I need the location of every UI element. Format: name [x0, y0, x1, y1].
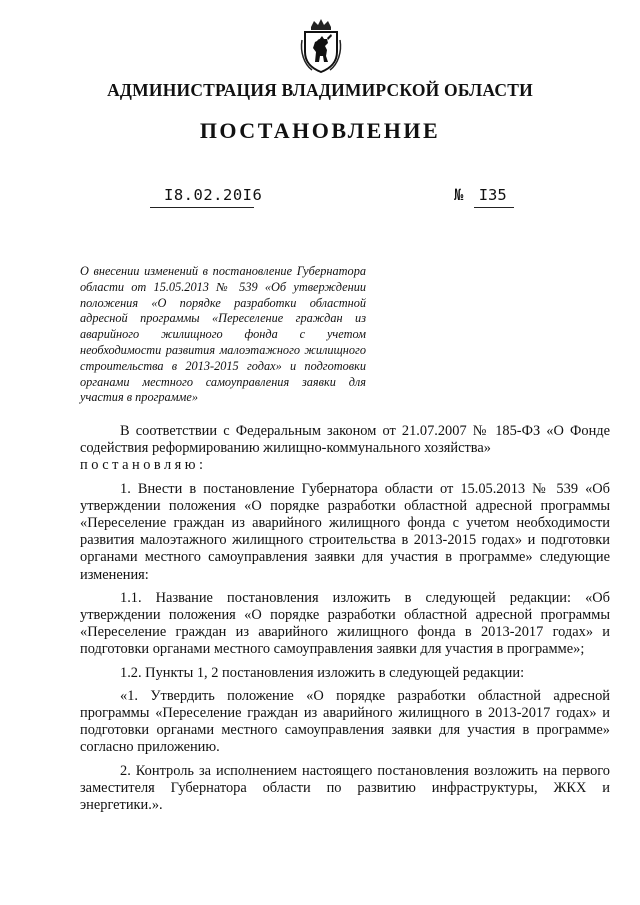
document-number	[454, 186, 507, 204]
number-label: №	[454, 186, 464, 204]
document-type: ПОСТАНОВЛЕНИЕ	[199, 118, 441, 143]
document-subject: О внесении изменений в постановление Губернатора области от 15.05.2013 № 539 «Об утверждении положения «О порядке разработки областной адресной программы «Переселение граждан из аварийного жилищного фонда с учетом необходимости развития малоэтажного жилищного строительства в 2013-2015 годах» и подготовки органами местного самоуправления заявки для участия в программе»	[80, 264, 366, 405]
quoted-paragraph-1: «1. Утвердить положение «О порядке разработки областной адресной программы «Переселение граждан из аварийного жилищного в 2013-2017 годах» и подготовки органами местного самоуправления заявки для участия в программе» согласно приложению.	[80, 687, 610, 756]
number-value: I35	[478, 186, 507, 204]
document-body	[80, 423, 610, 820]
preamble-text: В соответствии с Федеральным законом от 21.07.2007 № 185-ФЗ «О Фонде содействия реформированию жилищно-коммунального хозяйства»	[80, 423, 610, 457]
paragraph-1: 1. Внести в постановление Губернатора области от 15.05.2013 № 539 «Об утверждении положения «О порядке разработки областной адресной программы «Переселение граждан из аварийного жилищного фонда с учетом необходимости развития малоэтажного жилищного строительства в 2013-2015 годах» и подготовки органами местного самоуправления заявки для участия в программе» следующие изменения:	[80, 480, 610, 583]
coat-of-arms-icon	[298, 18, 344, 74]
paragraph-1-2: 1.2. Пункты 1, 2 постановления изложить в следующей редакции:	[120, 664, 525, 681]
number-underline	[474, 207, 514, 208]
paragraph-1-1: 1.1. Название постановления изложить в следующей редакции: «Об утверждении положения «О порядке разработки областной адресной программы «Переселение граждан из аварийного жилищного фонда в 2013-2017 годах» и подготовки органами местного самоуправления заявки для участия в программе»;	[80, 589, 610, 658]
date-underline	[150, 207, 254, 208]
organization-name: АДМИНИСТРАЦИЯ ВЛАДИМИРСКОЙ ОБЛАСТИ	[107, 80, 533, 100]
document-date: I8.02.20I6	[164, 186, 263, 204]
preamble-paragraph	[80, 423, 610, 475]
quoted-paragraph-2: 2. Контроль за исполнением настоящего постановления возложить на первого заместителя Губернатора области по развитию инфраструктуры, ЖКХ и энергетики.».	[80, 762, 610, 814]
decree-word: постановляю:	[80, 457, 207, 474]
